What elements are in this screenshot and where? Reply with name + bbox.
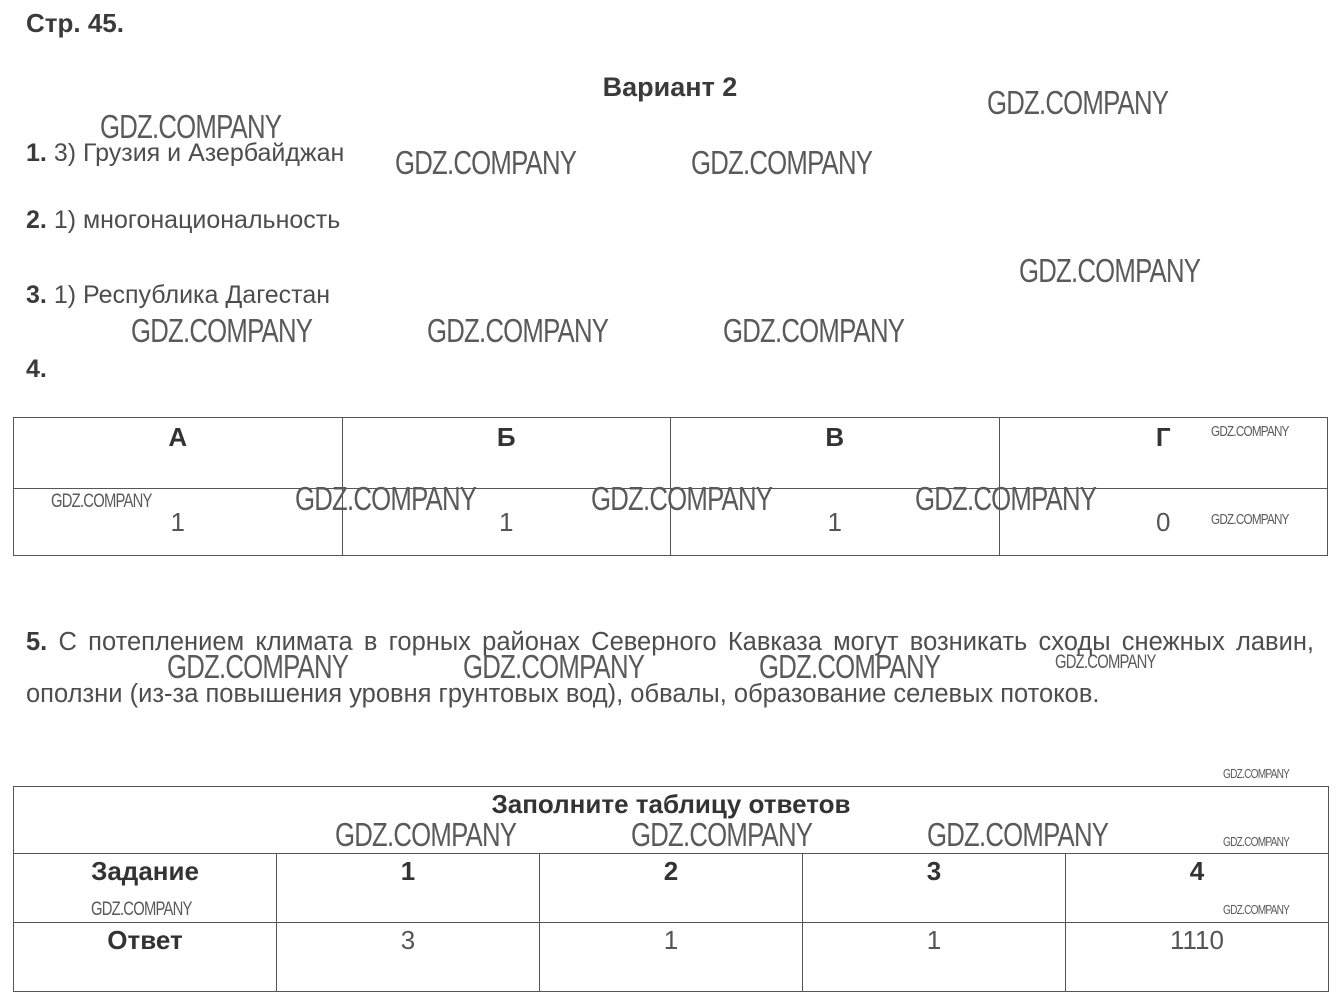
task5-text: С потеплением климата в горных районах Северного Кавказа могут возникать сходы снежных лавин, оползни (из-за повышения уровня грунтовых вод), обвалы, образование селевых потоков.	[26, 628, 1314, 708]
header-cell: Б	[342, 418, 671, 489]
answer-number: 4.	[26, 355, 47, 383]
watermark: GDZ.COMPANY	[295, 480, 477, 517]
answer-number: 3.	[26, 281, 47, 309]
answer-2	[26, 206, 340, 235]
answer-cell: 1110	[1066, 923, 1329, 992]
answer-table-caption: Заполните таблицу ответов	[14, 787, 1329, 854]
watermark: GDZ.COMPANY	[91, 899, 192, 920]
watermark: GDZ.COMPANY	[987, 84, 1169, 121]
watermark: GDZ.COMPANY	[1211, 423, 1289, 440]
table-row	[14, 418, 1328, 489]
value-cell: 1	[14, 489, 343, 556]
watermark: GDZ.COMPANY	[335, 816, 517, 853]
answer-number: 2.	[26, 206, 47, 234]
watermark: GDZ.COMPANY	[631, 816, 813, 853]
answer-row-label: Ответ	[14, 923, 277, 992]
answer-4	[26, 355, 47, 384]
answer-text: 1) многонациональность	[53, 206, 341, 234]
answer-text: 1) Республика Дагестан	[53, 281, 331, 309]
watermark: GDZ.COMPANY	[1223, 834, 1290, 849]
header-cell: В	[671, 418, 1000, 489]
task5-number: 5.	[26, 628, 48, 656]
watermark: GDZ.COMPANY	[131, 312, 313, 349]
watermark: GDZ.COMPANY	[1223, 766, 1290, 781]
value-cell: 1	[342, 489, 671, 556]
watermark: GDZ.COMPANY	[395, 144, 577, 181]
task-cell: 2	[540, 854, 803, 923]
watermark: GDZ.COMPANY	[691, 144, 873, 181]
watermark: GDZ.COMPANY	[723, 312, 905, 349]
watermark: GDZ.COMPANY	[463, 648, 645, 685]
scan-blot	[1002, 420, 1137, 423]
watermark: GDZ.COMPANY	[1211, 511, 1289, 528]
scan-blot	[1002, 546, 1137, 554]
watermark: GDZ.COMPANY	[759, 648, 941, 685]
watermark: GDZ.COMPANY	[1223, 902, 1290, 917]
header-cell: А	[14, 418, 343, 489]
watermark: GDZ.COMPANY	[915, 480, 1097, 517]
task-cell: 3	[803, 854, 1066, 923]
task-row-label: Задание	[14, 854, 277, 923]
watermark: GDZ.COMPANY	[927, 816, 1109, 853]
table-row	[14, 854, 1329, 923]
value-cell: 0	[999, 489, 1328, 556]
task-cell: 1	[277, 854, 540, 923]
header-cell: Г	[999, 418, 1328, 489]
watermark: GDZ.COMPANY	[51, 491, 152, 512]
answer-text: 3) Грузия и Азербайджан	[53, 139, 345, 167]
variant-title: Вариант 2	[602, 72, 738, 102]
answer-3	[26, 281, 330, 310]
page-number: Стр. 45.	[26, 8, 124, 38]
table-row	[14, 923, 1329, 992]
watermark: GDZ.COMPANY	[167, 648, 349, 685]
watermark: GDZ.COMPANY	[1019, 252, 1201, 289]
watermark: GDZ.COMPANY	[591, 480, 773, 517]
task-cell: 4	[1066, 854, 1329, 923]
watermark: GDZ.COMPANY	[427, 312, 609, 349]
answer-cell: 3	[277, 923, 540, 992]
watermark: GDZ.COMPANY	[1055, 652, 1156, 673]
answer-cell: 1	[803, 923, 1066, 992]
watermark: GDZ.COMPANY	[100, 108, 282, 145]
value-cell: 1	[671, 489, 1000, 556]
answer-number: 1.	[26, 139, 47, 167]
answer-cell: 1	[540, 923, 803, 992]
